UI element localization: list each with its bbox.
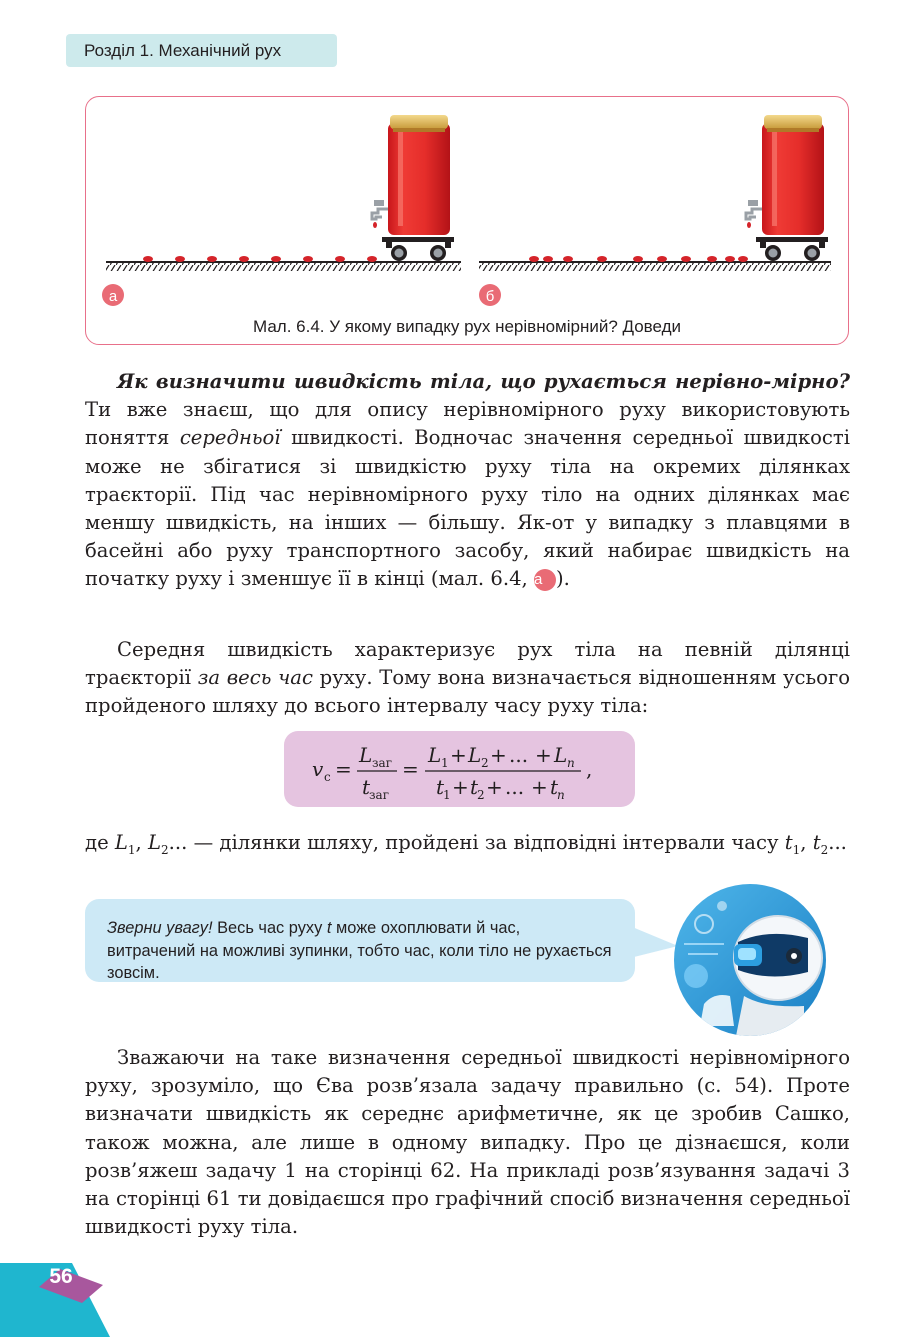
cart-jar-a xyxy=(372,115,454,261)
svg-text:n: n xyxy=(567,756,575,770)
svg-text:...: ... xyxy=(505,775,525,799)
svg-text:заг: заг xyxy=(369,788,389,802)
svg-text:L: L xyxy=(468,743,482,767)
svg-text:...: ... xyxy=(509,743,529,767)
paragraph-segments: де $L_1$, $L_2$... — ділянки шляху, пройдені за відповідні інтервали часу $t_1$, $t_2$... xyxy=(85,831,847,857)
svg-text:,: , xyxy=(586,757,593,781)
svg-text:L: L xyxy=(359,743,373,767)
note-bubble-tail xyxy=(630,918,680,968)
svg-text:+: + xyxy=(486,775,503,799)
attention-label: Зверни увагу! xyxy=(107,919,213,937)
svg-text:+: + xyxy=(452,775,469,799)
question-heading: Як визначити швидкість тіла, що рухається нерівно-мірно? xyxy=(117,370,850,393)
svg-text:t: t xyxy=(362,775,371,799)
cart-jar-b xyxy=(746,115,828,261)
robot-icon xyxy=(674,884,826,1036)
figure-caption: Мал. 6.4. У якому випадку рух нерівномірний? Доведи xyxy=(252,317,682,336)
paragraph-conclusion: Зважаючи на таке визначення середньої швидкості нерівномірного руху, зрозуміло, що Єва розв’язала задачу правильно (с. 54). Проте визначати швидкість як середнє арифметичне, як це зробив Сашко, також можна, але лише в одному випадку. Про це дізнаєшся, коли розв’яжеш задачу 1 на сторінці 62. На прикладі розв’язування задачі 3 на сторінці 61 ти довідаєшся про графічний спосіб визначення середньої швидкості руху тіла. xyxy=(85,1046,850,1239)
svg-text:1: 1 xyxy=(443,788,451,802)
svg-text:L: L xyxy=(428,743,442,767)
svg-text:2: 2 xyxy=(481,756,489,770)
svg-text:v: v xyxy=(312,757,324,781)
svg-text:1: 1 xyxy=(441,756,449,770)
svg-text:=: = xyxy=(335,757,352,781)
attention-note: Зверни увагу! Весь час руху t може охоплювати й час, витрачений на можливі зупинки, тобто час, коли тіло не рухається зовсім. xyxy=(85,899,635,982)
svg-text:L: L xyxy=(554,743,568,767)
label-a: а xyxy=(108,288,118,305)
figure-ref-badge: а xyxy=(534,569,556,591)
svg-text:n: n xyxy=(557,788,565,802)
paragraph-definition: Середня швидкість характеризує рух тіла на певній ділянці траєкторії за весь час руху. Тому вона визначається відношенням усього пройденого шляху до всього інтервалу часу руху тіла: xyxy=(85,638,850,718)
average-speed-formula xyxy=(284,731,635,807)
svg-text:заг: заг xyxy=(372,756,392,770)
svg-text:+: + xyxy=(535,743,552,767)
svg-text:t: t xyxy=(550,775,559,799)
svg-text:+: + xyxy=(531,775,548,799)
svg-text:2: 2 xyxy=(477,788,485,802)
svg-text:+: + xyxy=(450,743,467,767)
figure-6-4 xyxy=(85,96,849,345)
svg-text:+: + xyxy=(490,743,507,767)
page-number: 56 xyxy=(49,1265,73,1288)
svg-text:=: = xyxy=(402,757,419,781)
paragraph-average-speed: Як визначити швидкість тіла, що рухається нерівно-мірно? Ти вже знаєш, що для опису нерівномірного руху використовують поняття середньої швидкості. Водночас значення середньої швидкості може не збігатися зі швидкістю руху тіла на окремих ділянках траєкторії. Під час нерівномірного руху тіло на одних ділянках має меншу швидкість, на інших — більшу. Як-от у випадку з плавцями в басейні або руху транспортного засобу, який набирає швидкість на початку руху і зменшує її в кінці (мал. 6.4, а ). xyxy=(85,370,850,591)
figure-illustration xyxy=(86,97,850,346)
svg-text:с: с xyxy=(324,770,331,784)
svg-text:t: t xyxy=(470,775,479,799)
formula-svg xyxy=(284,731,635,807)
label-b: б xyxy=(485,288,495,305)
svg-text:t: t xyxy=(436,775,445,799)
section-title: Розділ 1. Механічний рух xyxy=(66,34,337,67)
page-corner-decoration xyxy=(0,1245,120,1337)
